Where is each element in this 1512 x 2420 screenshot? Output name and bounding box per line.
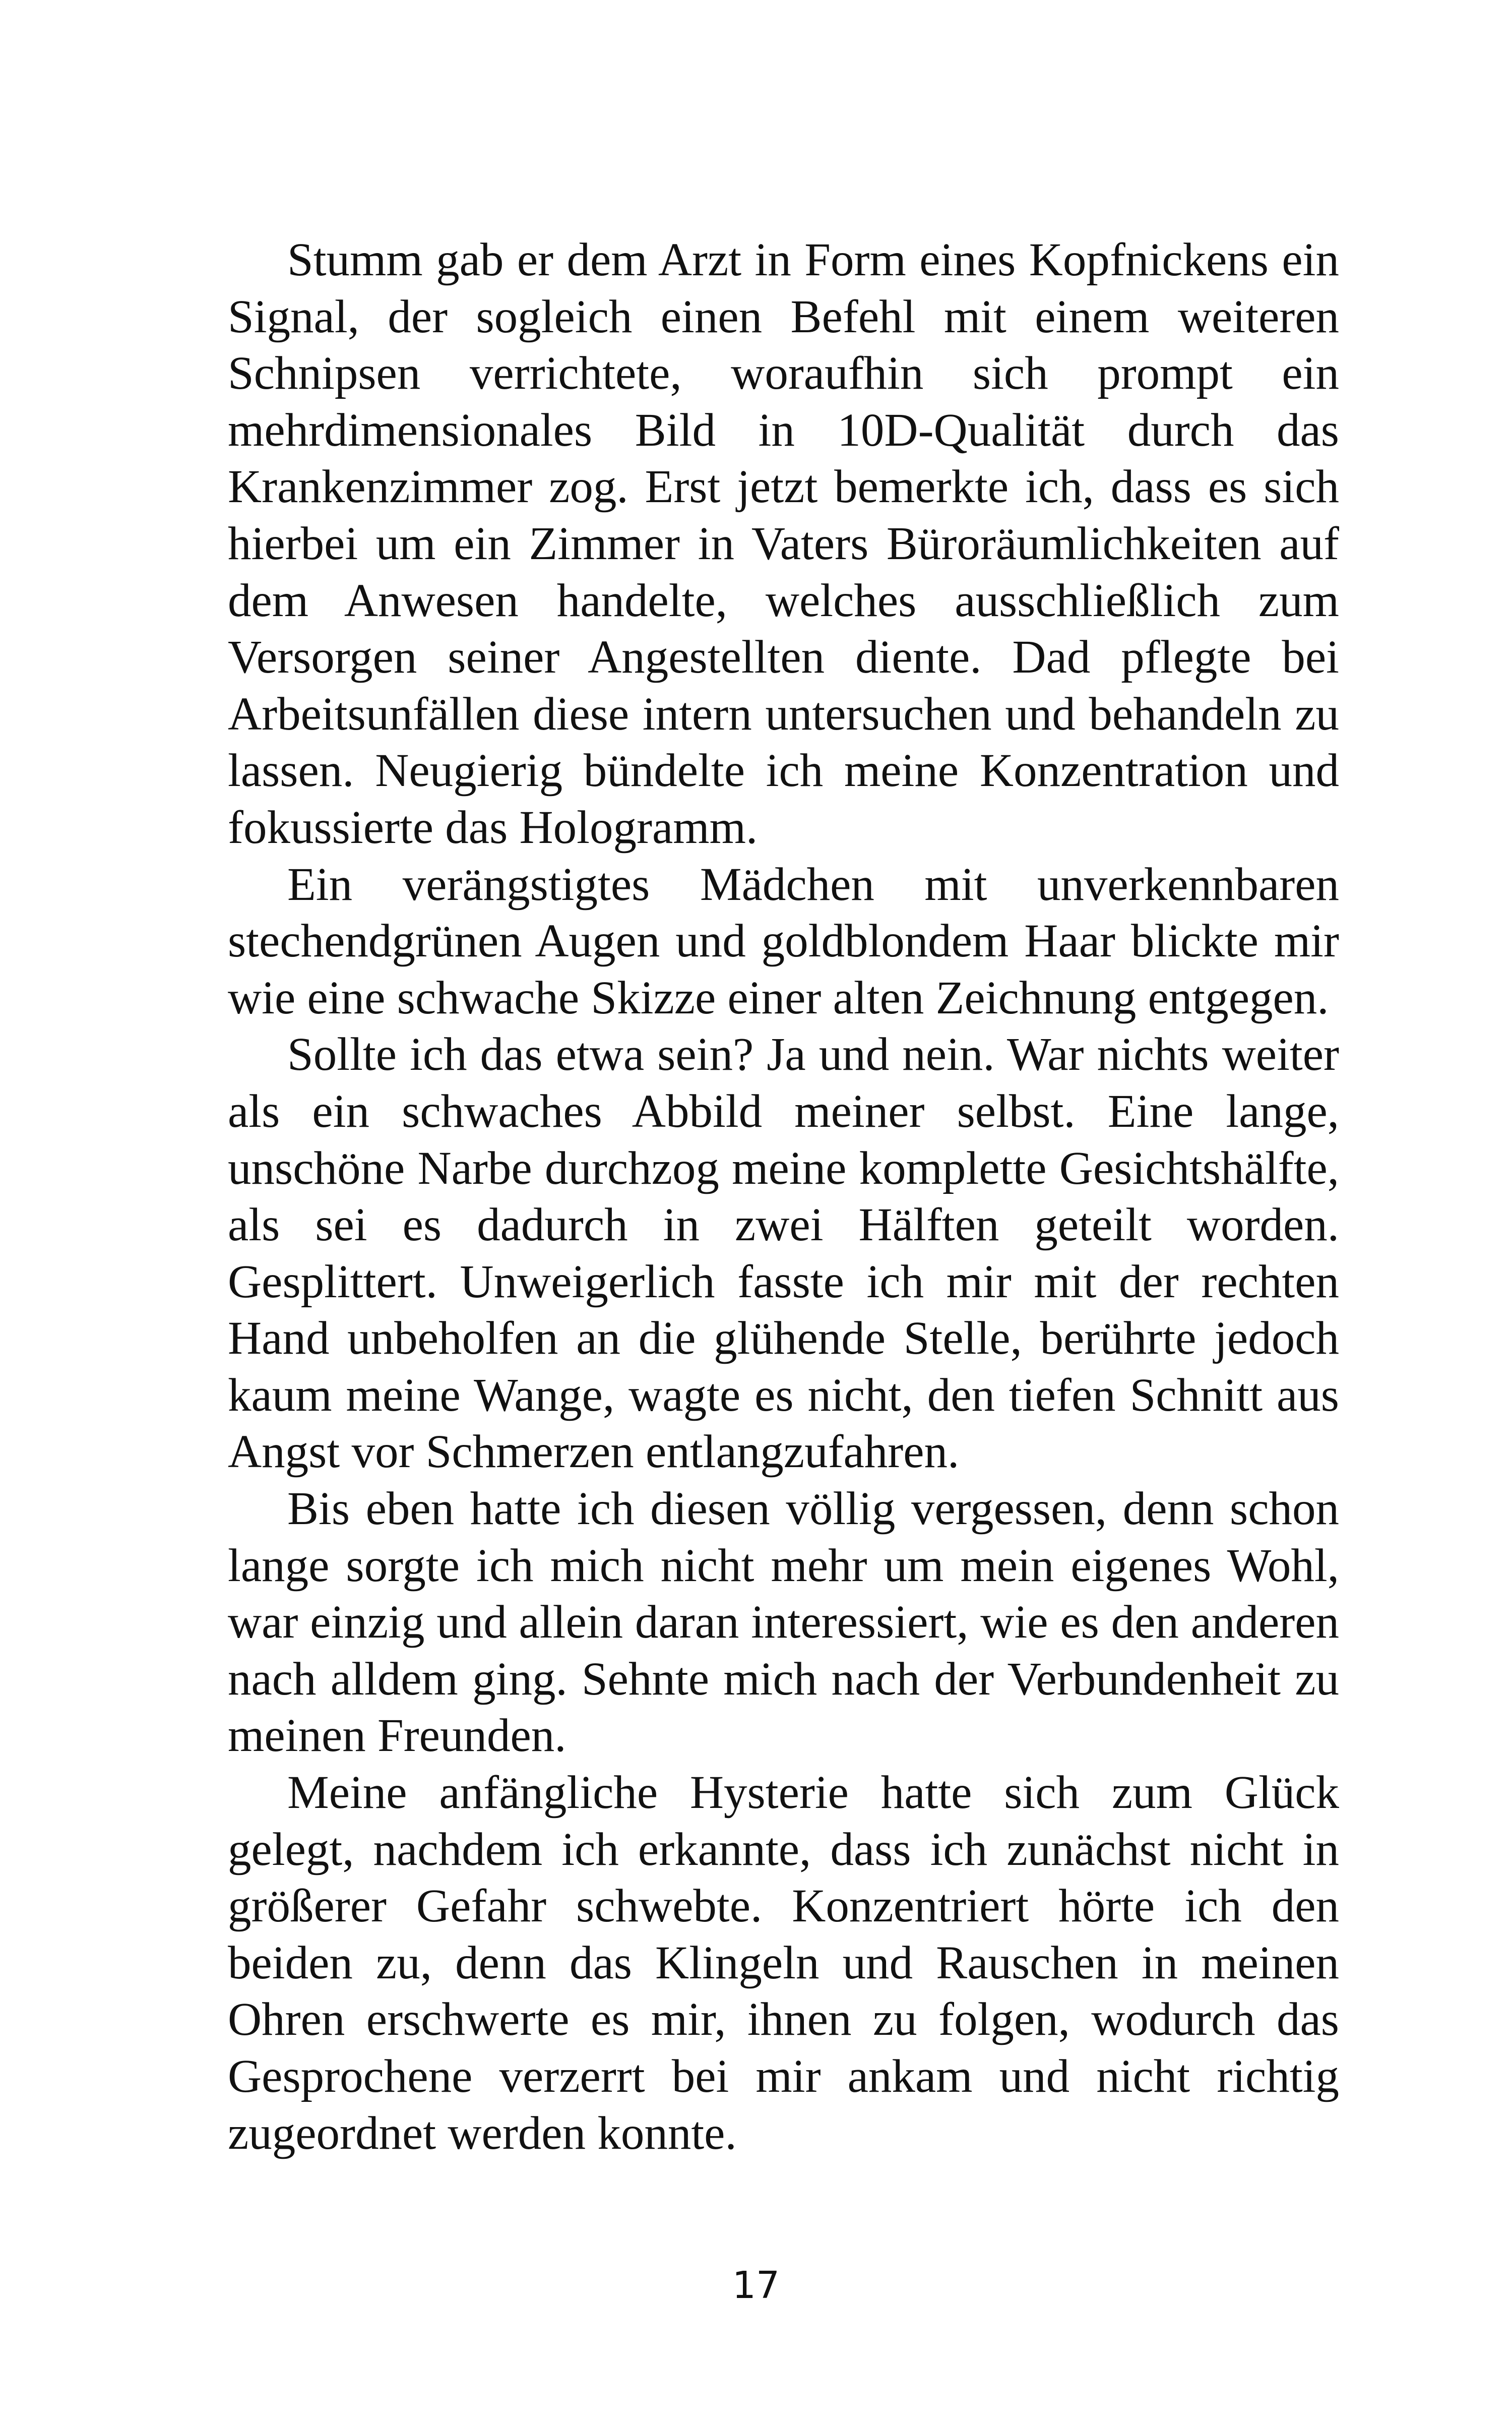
paragraph: Sollte ich das etwa sein? Ja und nein. War nichts weiter als ein schwaches Abbild meiner selbst. Eine lange, unschöne Narbe durchzog meine komplette Gesichtshälfte, als sei es dadurch in zwei Hälften geteilt worden. Gesplittert. Unweigerlich fasste ich mir mit der rechten Hand unbeholfen an die glühende Stelle, berührte jedoch kaum meine Wange, wagte es nicht, den tiefen Schnitt aus Angst vor Schmerzen entlangzufahren. xyxy=(228,1028,1339,1478)
paragraph: Ein verängstigtes Mädchen mit unverkennbaren stechendgrünen Augen und goldblondem Haar blickte mir wie eine schwache Skizze einer alten Zeichnung entgegen. xyxy=(228,858,1339,1024)
paragraph: Bis eben hatte ich diesen völlig vergessen, denn schon lange sorgte ich mich nicht mehr um mein eigenes Wohl, war einzig und allein daran interessiert, wie es den anderen nach alldem ging. Sehnte mich nach der Verbundenheit zu meinen Freunden. xyxy=(228,1483,1339,1762)
body-text xyxy=(228,232,1339,2162)
paragraph: Stumm gab er dem Arzt in Form eines Kopfnickens ein Signal, der sogleich einen Befehl mit einem weiteren Schnipsen verrichtete, woraufhin sich prompt ein mehrdimensionales Bild in 10D-Qualität durch das Krankenzimmer zog. Erst jetzt bemerkte ich, dass es sich hierbei um ein Zimmer in Vaters Büroräumlichkeiten auf dem Anwesen handelte, welches ausschließlich zum Versorgen seiner Angestellten diente. Dad pflegte bei Arbeitsunfällen diese intern untersuchen und behandeln zu lassen. Neugierig bündelte ich meine Konzentration und fokussierte das Hologramm. xyxy=(228,234,1339,854)
paragraph: Meine anfängliche Hysterie hatte sich zum Glück gelegt, nachdem ich erkannte, dass ich zunächst nicht in größerer Gefahr schwebte. Konzentriert hörte ich den beiden zu, denn das Klingeln und Rauschen in meinen Ohren erschwerte es mir, ihnen zu folgen, wodurch das Gesprochene verzerrt bei mir ankam und nicht richtig zugeordnet werden konnte. xyxy=(228,1767,1339,2159)
page-number: 17 xyxy=(732,2264,780,2307)
